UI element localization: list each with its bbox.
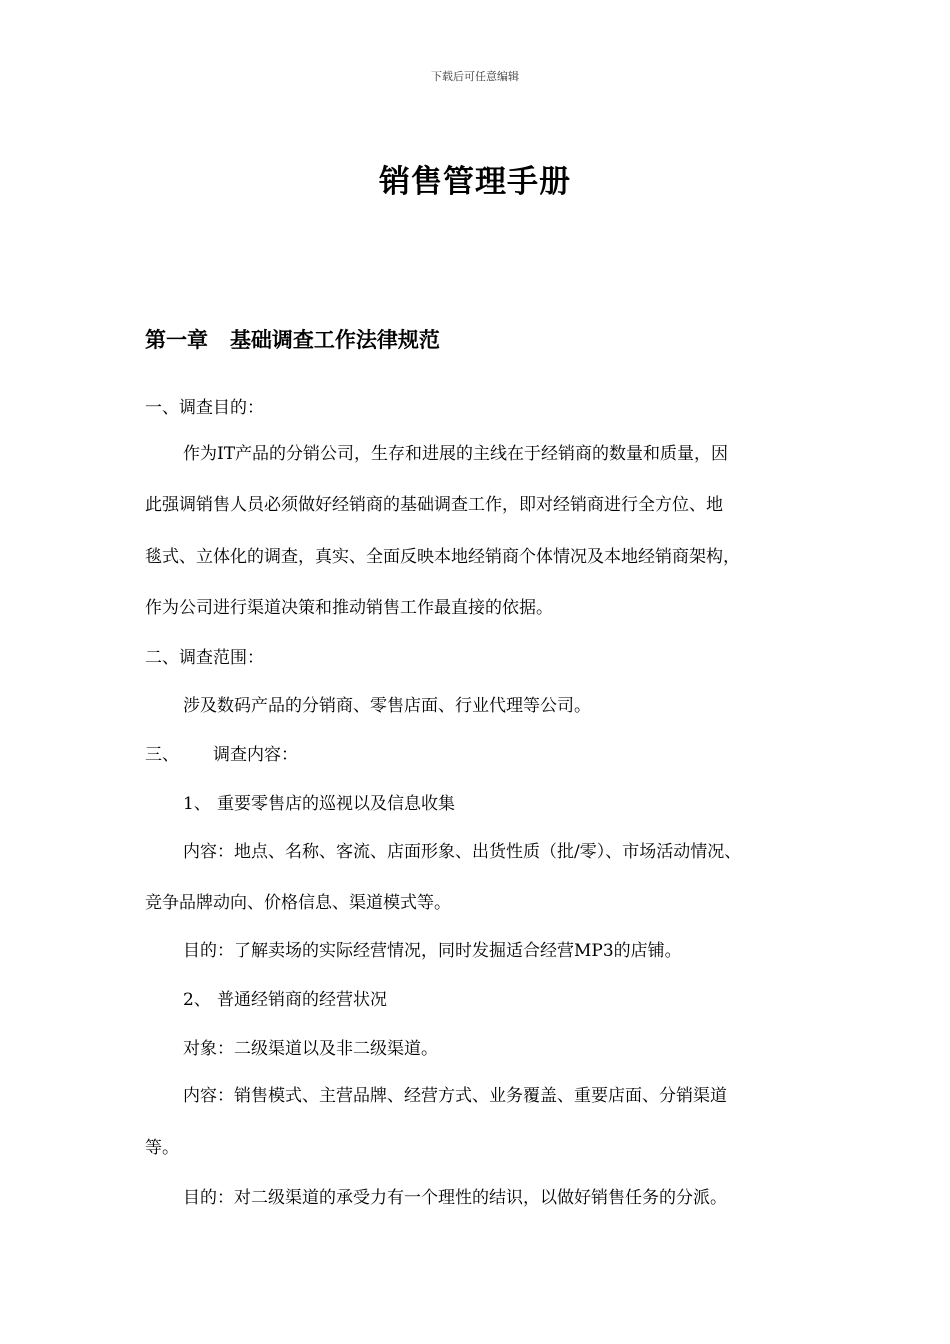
- item-title: 重要零售店的巡视以及信息收集: [217, 794, 455, 814]
- section-number-content: 三、: [145, 745, 179, 765]
- paragraph-line: 此强调销售人员必须做好经销商的基础调查工作，即对经销商进行全方位、地: [145, 495, 723, 515]
- paragraph-line: 等。: [145, 1138, 179, 1158]
- item-title: 普通经销商的经营状况: [217, 990, 387, 1010]
- item-number: 1、: [183, 794, 211, 814]
- header-note: 下载后可任意编辑: [431, 70, 519, 83]
- paragraph-line: 内容：销售模式、主营品牌、经营方式、业务覆盖、重要店面、分销渠道: [183, 1086, 727, 1106]
- paragraph-line: 作为公司进行渠道决策和推动销售工作最直接的依据。: [145, 598, 553, 618]
- section-heading-purpose: 一、调查目的：: [145, 398, 264, 418]
- paragraph-line: 涉及数码产品的分销商、零售店面、行业代理等公司。: [183, 696, 591, 716]
- paragraph-line: 作为IT产品的分销公司，生存和进展的主线在于经销商的数量和质量，因: [183, 444, 729, 464]
- chapter-label: 第一章: [145, 328, 208, 352]
- paragraph-line: 内容：地点、名称、客流、店面形象、出货性质（批/零）、市场活动情况、: [183, 842, 742, 862]
- document-title: 销售管理手册: [379, 164, 571, 200]
- paragraph-line: 毯式、立体化的调查，真实、全面反映本地经销商个体情况及本地经销商架构，: [145, 547, 740, 567]
- item-number: 2、: [183, 990, 211, 1010]
- section-heading-content: 调查内容：: [213, 745, 298, 765]
- section-heading-scope: 二、调查范围：: [145, 648, 264, 668]
- paragraph-line: 对象：二级渠道以及非二级渠道。: [183, 1039, 438, 1059]
- paragraph-line: 竞争品牌动向、价格信息、渠道模式等。: [145, 893, 451, 913]
- chapter-heading: [145, 324, 440, 354]
- chapter-title: 基础调查工作法律规范: [229, 328, 440, 352]
- paragraph-line: 目的：对二级渠道的承受力有一个理性的结识，以做好销售任务的分派。: [183, 1188, 727, 1208]
- paragraph-line: 目的：了解卖场的实际经营情况，同时发掘适合经营MP3的店铺。: [183, 941, 682, 961]
